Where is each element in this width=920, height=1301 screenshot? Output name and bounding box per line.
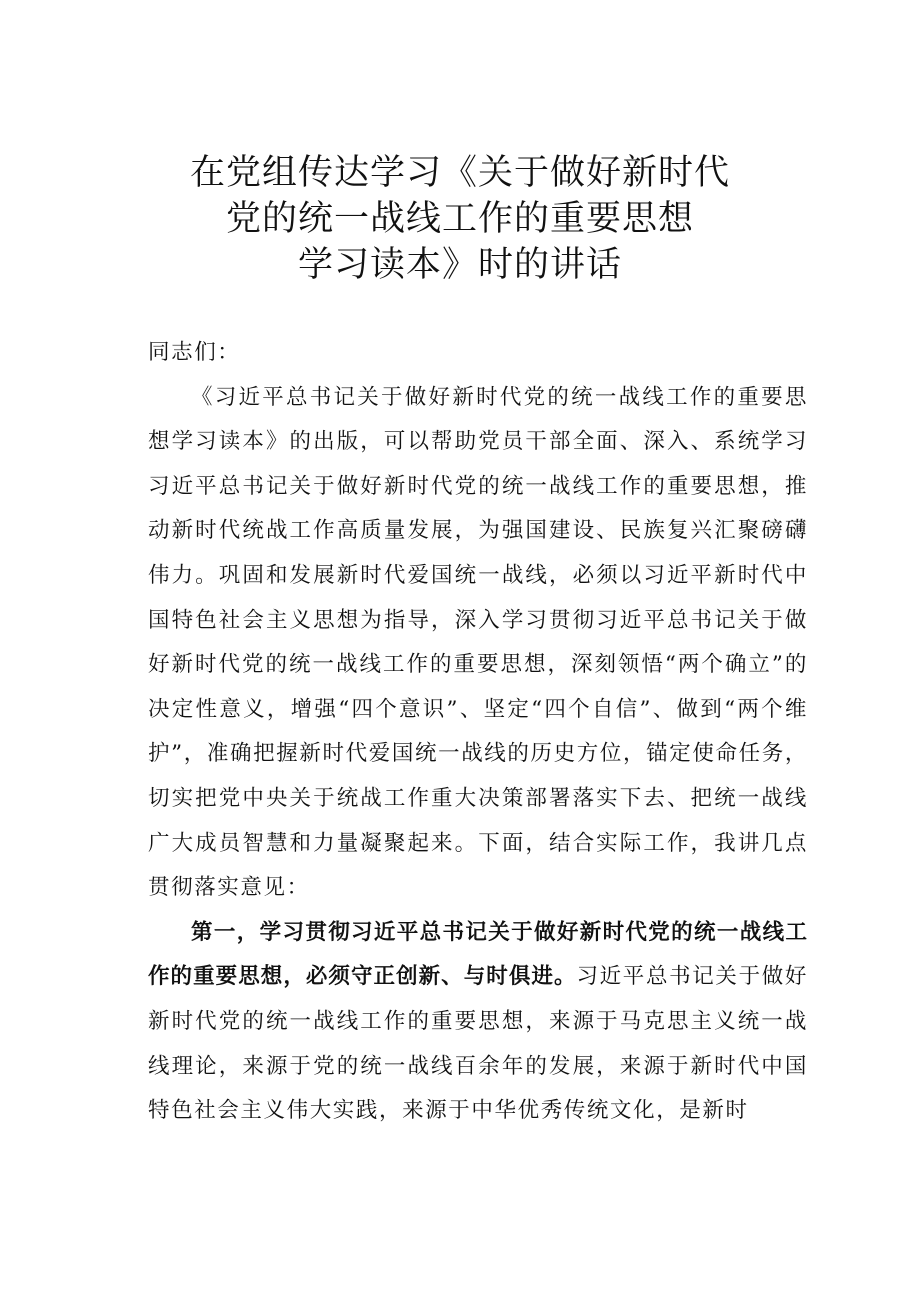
title-line-2: 党的统一战线工作的重要思想	[225, 199, 694, 239]
first-point-heading: 第一，学习贯彻习近平总书记关于做好新时代党的统一战线工作的重要思想，必须守正创新、与时俱进。	[148, 919, 808, 990]
title-line-1: 在党组传达学习《关于做好新时代	[189, 153, 730, 193]
document-body	[148, 331, 808, 1134]
salutation: 同志们：	[148, 340, 241, 365]
first-point-text: 习近平总书记关于做好新时代党的统一战线工作的重要思想，来源于马克思主义统一战线理论，来源于党的统一战线百余年的发展，来源于新时代中国特色社会主义伟大实践，来源于中华优秀传统文化，是新时	[148, 964, 808, 1124]
title-line-3: 学习读本》时的讲话	[297, 245, 622, 285]
paragraph-intro: 《习近平总书记关于做好新时代党的统一战线工作的重要思想学习读本》的出版，可以帮助党员干部全面、深入、系统学习习近平总书记关于做好新时代党的统一战线工作的重要思想，推动新时代统战工作高质量发展，为强国建设、民族复兴汇聚磅礴伟力。巩固和发展新时代爱国统一战线，必须以习近平新时代中国特色社会主义思想为指导，深入学习贯彻习近平总书记关于做好新时代党的统一战线工作的重要思想，深刻领悟“两个确立”的决定性意义，增强“四个意识”、坚定“四个自信”、做到“两个维护”，准确把握新时代爱国统一战线的历史方位，锚定使命任务，切实把党中央关于统战工作重大决策部署落实下去、把统一战线广大成员智慧和力量凝聚起来。下面，结合实际工作，我讲几点贯彻落实意见：	[148, 384, 808, 901]
paragraph-first-point	[148, 911, 808, 1134]
document-title	[120, 150, 800, 288]
